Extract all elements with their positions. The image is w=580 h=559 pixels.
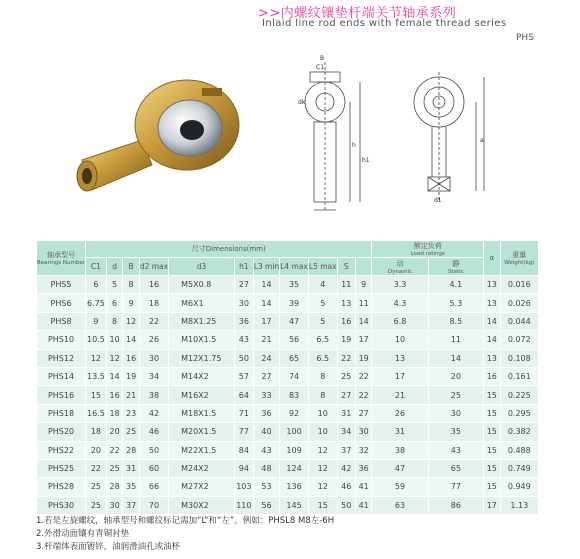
table-cell: 11 (428, 331, 483, 349)
table-cell: 36 (234, 312, 253, 330)
col-c1: C1 (86, 258, 107, 276)
table-cell: 13 (484, 276, 501, 294)
col-dimensions: 尺寸Dimensions(mm) (86, 241, 372, 258)
col-static: 静 Static (428, 258, 483, 276)
table-cell: 60 (139, 459, 168, 477)
table-cell: 5 (106, 276, 123, 294)
table-cell: 33 (253, 386, 279, 404)
label-h: h (352, 142, 356, 149)
table-cell: 36 (253, 404, 279, 422)
col-weight: 重量 Weight(kg) (500, 241, 538, 276)
table-cell: 10 (372, 331, 428, 349)
table-cell: 0.295 (500, 404, 538, 422)
table-cell: PHS18 (37, 404, 86, 422)
table-cell: 56 (280, 331, 309, 349)
table-cell: 14 (484, 312, 501, 330)
col-l3: L3 min (253, 258, 279, 276)
label-b: B (320, 55, 325, 62)
table-cell: 18 (86, 423, 107, 441)
table-cell: 37 (337, 441, 355, 459)
table-cell: 13 (372, 349, 428, 367)
table-cell: 16 (484, 367, 501, 385)
table-cell: 50 (234, 349, 253, 367)
table-cell: PHS5 (37, 276, 86, 294)
table-cell: 28 (123, 441, 140, 459)
table-cell: 13.5 (86, 367, 107, 385)
table-cell: 17 (484, 496, 501, 514)
table-cell: 48 (253, 459, 279, 477)
note-2: 2.外滑动面镶有青铜衬垫 (36, 529, 130, 539)
table-cell: 22 (337, 349, 355, 367)
table-cell: 32 (355, 441, 372, 459)
table-cell: 70 (139, 496, 168, 514)
table-cell: M24X2 (169, 459, 235, 477)
table-cell: 4.1 (428, 276, 483, 294)
table-cell: 41 (355, 478, 372, 496)
table-cell: 16 (123, 349, 140, 367)
table-cell: 12 (123, 312, 140, 330)
table-cell: 17 (355, 331, 372, 349)
table-cell: 0.488 (500, 441, 538, 459)
table-cell: 35 (123, 478, 140, 496)
table-cell: 10 (106, 331, 123, 349)
table-cell: 30 (234, 294, 253, 312)
col-b: B (123, 258, 140, 276)
table-cell: 4 (308, 276, 337, 294)
table-cell: 36 (355, 459, 372, 477)
table-cell: 12 (86, 349, 107, 367)
table-cell: 47 (372, 459, 428, 477)
table-cell: 25 (86, 496, 107, 514)
table-row (37, 386, 539, 404)
table-cell: 43 (234, 331, 253, 349)
table-cell: 84 (234, 441, 253, 459)
table-cell: 30 (106, 496, 123, 514)
page-title: >>内螺纹镶垫杆端关节轴承系列 (258, 6, 457, 21)
table-cell: 38 (139, 386, 168, 404)
table-cell: 14 (123, 331, 140, 349)
label-d1: d1 (434, 197, 442, 204)
table-cell: 8.5 (428, 312, 483, 330)
col-model: 轴承型号 Bearings Number (37, 241, 86, 276)
table-cell: 0.072 (500, 331, 538, 349)
table-cell: 66 (139, 478, 168, 496)
table-cell: 6.5 (308, 349, 337, 367)
table-cell: 0.026 (500, 294, 538, 312)
table-cell: 11 (355, 294, 372, 312)
table-cell: 42 (337, 459, 355, 477)
table-cell: 6.5 (308, 331, 337, 349)
table-cell: 5 (308, 312, 337, 330)
table-cell: 9 (86, 312, 107, 330)
col-load: 额定负荷 Load ratings (372, 241, 484, 258)
table-cell: 11 (337, 276, 355, 294)
table-cell: 59 (372, 478, 428, 496)
table-row (37, 367, 539, 385)
table-cell: 38 (372, 441, 428, 459)
col-s: S (337, 258, 355, 276)
table-cell: 74 (280, 367, 309, 385)
table-cell: 20 (106, 423, 123, 441)
table-cell: 0.382 (500, 423, 538, 441)
table-cell: 34 (337, 423, 355, 441)
table-cell: 1.13 (500, 496, 538, 514)
table-cell: 47 (280, 312, 309, 330)
table-cell: 3.3 (372, 276, 428, 294)
table-cell: 16.5 (86, 404, 107, 422)
table-cell: 8 (308, 367, 337, 385)
table-cell: 83 (280, 386, 309, 404)
table-cell: 57 (234, 367, 253, 385)
table-cell: 41 (355, 496, 372, 514)
table-cell: 14 (106, 367, 123, 385)
table-cell: 21 (123, 386, 140, 404)
table-cell: 12 (308, 441, 337, 459)
table-cell: 6.75 (86, 294, 107, 312)
col-extra (355, 258, 372, 276)
table-cell: 24 (253, 349, 279, 367)
table-cell: 15 (484, 386, 501, 404)
table-cell: 4.3 (372, 294, 428, 312)
col-h1: h1 (234, 258, 253, 276)
table-cell: M30X2 (169, 496, 235, 514)
table-cell: M18X1.5 (169, 404, 235, 422)
label-dk: dk (298, 99, 306, 106)
table-cell: 23 (123, 404, 140, 422)
table-cell: PHS16 (37, 386, 86, 404)
table-cell: PHS12 (37, 349, 86, 367)
table-cell: 65 (280, 349, 309, 367)
table-row (37, 441, 539, 459)
table-cell: 0.949 (500, 478, 538, 496)
table-cell: M22X1.5 (169, 441, 235, 459)
table-cell: 19 (337, 331, 355, 349)
header-row-2 (37, 258, 539, 276)
header-row-1 (37, 241, 539, 258)
table-cell: 43 (428, 441, 483, 459)
page-subtitle: Inlaid line rod ends with female thread series (262, 18, 507, 29)
col-d: d (106, 258, 123, 276)
col-l5: L5 max (308, 258, 337, 276)
table-cell: 13 (484, 294, 501, 312)
table-cell: 22 (355, 367, 372, 385)
table-cell: 103 (234, 478, 253, 496)
col-l4: L4 max (280, 258, 309, 276)
table-cell: 50 (139, 441, 168, 459)
table-cell: 56 (253, 496, 279, 514)
table-row (37, 331, 539, 349)
table-row (37, 404, 539, 422)
table-cell: 110 (234, 496, 253, 514)
table-cell: 77 (428, 478, 483, 496)
table-cell: 25 (337, 367, 355, 385)
table-cell: PHS20 (37, 423, 86, 441)
table-cell: M8X1.25 (169, 312, 235, 330)
table-cell: 12 (308, 459, 337, 477)
table-cell: 63 (372, 496, 428, 514)
table-cell: PHS30 (37, 496, 86, 514)
table-cell: M14X2 (169, 367, 235, 385)
table-cell: 12 (308, 478, 337, 496)
table-cell: 15 (484, 404, 501, 422)
table-row (37, 349, 539, 367)
table-cell: 14 (253, 276, 279, 294)
table-cell: 17 (253, 312, 279, 330)
table-cell: 27 (355, 404, 372, 422)
table-cell: 18 (139, 294, 168, 312)
table-cell: 21 (253, 331, 279, 349)
table-cell: 25 (428, 386, 483, 404)
table-cell: M12X1.75 (169, 349, 235, 367)
table-cell: 16 (337, 312, 355, 330)
label-a: a (480, 137, 484, 144)
table-cell: PHS25 (37, 459, 86, 477)
table-cell: M27X2 (169, 478, 235, 496)
table-cell: 16 (106, 386, 123, 404)
table-cell: M16X2 (169, 386, 235, 404)
table-cell: 8 (106, 312, 123, 330)
table-row (37, 423, 539, 441)
table-row (37, 312, 539, 330)
table-cell: 16 (139, 276, 168, 294)
table-cell: 65 (428, 459, 483, 477)
table-cell: 86 (428, 496, 483, 514)
table-cell: 37 (123, 496, 140, 514)
table-cell: 14 (484, 331, 501, 349)
table-cell: 8 (308, 386, 337, 404)
col-alpha: α (484, 241, 501, 276)
table-cell: 43 (253, 441, 279, 459)
table-cell: PHS22 (37, 441, 86, 459)
table-cell: 15 (484, 459, 501, 477)
table-row (37, 459, 539, 477)
table-cell: 124 (280, 459, 309, 477)
table-cell: PHS28 (37, 478, 86, 496)
col-d2: d2 max (139, 258, 168, 276)
table-cell: 50 (337, 496, 355, 514)
table-cell: 46 (337, 478, 355, 496)
table-cell: 8 (123, 276, 140, 294)
table-cell: 6 (106, 294, 123, 312)
table-cell: 15 (484, 478, 501, 496)
table-cell: 19 (123, 367, 140, 385)
table-cell: 12 (106, 349, 123, 367)
series-code: PHS (516, 33, 534, 43)
table-cell: 77 (234, 423, 253, 441)
col-d3: d3 (169, 258, 235, 276)
table-cell: 35 (280, 276, 309, 294)
table-cell: 15 (308, 496, 337, 514)
side-view-drawing (290, 52, 370, 217)
table-cell: 100 (280, 423, 309, 441)
table-cell: 25 (106, 459, 123, 477)
label-c1: C1 (316, 64, 325, 71)
table-cell: 30 (139, 349, 168, 367)
table-cell: 31 (372, 423, 428, 441)
table-cell: 13 (337, 294, 355, 312)
table-cell: 136 (280, 478, 309, 496)
table-cell: 39 (280, 294, 309, 312)
table-cell: 22 (355, 386, 372, 404)
table-cell: 64 (234, 386, 253, 404)
table-cell: 17 (372, 367, 428, 385)
table-cell: 14 (253, 294, 279, 312)
table-cell: 46 (139, 423, 168, 441)
table-cell: 6.8 (372, 312, 428, 330)
table-cell: 0.108 (500, 349, 538, 367)
table-row (37, 496, 539, 514)
table-row (37, 294, 539, 312)
table-cell: 10.5 (86, 331, 107, 349)
table-body (37, 276, 539, 515)
table-cell: 53 (253, 478, 279, 496)
table-cell: M5X0.8 (169, 276, 235, 294)
notes (36, 515, 334, 554)
table-cell: 31 (123, 459, 140, 477)
table-cell: PHS8 (37, 312, 86, 330)
table-cell: 42 (139, 404, 168, 422)
table-cell: 15 (86, 386, 107, 404)
table-cell: 22 (106, 441, 123, 459)
table-cell: 31 (337, 404, 355, 422)
table-cell: 0.016 (500, 276, 538, 294)
table-cell: 21 (372, 386, 428, 404)
rod-end-photo (62, 70, 252, 210)
table-cell: 5.3 (428, 294, 483, 312)
table-cell: 34 (139, 367, 168, 385)
table-cell: 26 (139, 331, 168, 349)
table-cell: 35 (428, 423, 483, 441)
front-view-drawing (404, 72, 494, 212)
table-cell: M10X1.5 (169, 331, 235, 349)
table-cell: M6X1 (169, 294, 235, 312)
table-row (37, 276, 539, 294)
table-cell: 30 (355, 423, 372, 441)
table-cell: 26 (372, 404, 428, 422)
note-1: 1.若是左旋螺纹，轴承型号和螺纹标记需加“L”和“左”。例如：PHSL8 M8左-6H (36, 516, 335, 526)
table-cell: PHS14 (37, 367, 86, 385)
table-cell: 40 (253, 423, 279, 441)
table-cell: 15 (484, 423, 501, 441)
table-cell: PHS6 (37, 294, 86, 312)
table-cell: 0.044 (500, 312, 538, 330)
table-cell: 15 (484, 441, 501, 459)
table-cell: 14 (428, 349, 483, 367)
table-cell: 0.749 (500, 459, 538, 477)
table-cell: 20 (428, 367, 483, 385)
table-cell: 18 (106, 404, 123, 422)
table-cell: 13 (484, 349, 501, 367)
table-cell: 19 (355, 349, 372, 367)
spec-table (36, 240, 539, 515)
table-cell: 14 (355, 312, 372, 330)
table-cell: 92 (280, 404, 309, 422)
table-cell: 27 (337, 386, 355, 404)
table-cell: 27 (253, 367, 279, 385)
table-cell: 71 (234, 404, 253, 422)
table-cell: 10 (308, 404, 337, 422)
note-3: 3.杆端体表面镀锌，油润滑油孔或油杯 (36, 542, 181, 552)
table-cell: 25 (123, 423, 140, 441)
table-cell: 0.225 (500, 386, 538, 404)
table-cell: 28 (106, 478, 123, 496)
table-cell: 30 (428, 404, 483, 422)
table-cell: 10 (308, 423, 337, 441)
col-dynamic: 动 Dynamic (372, 258, 428, 276)
table-cell: 9 (123, 294, 140, 312)
table-cell: PHS10 (37, 331, 86, 349)
table-row (37, 478, 539, 496)
label-h1: h1 (362, 157, 370, 164)
table-cell: 20 (86, 441, 107, 459)
table-cell: 0.161 (500, 367, 538, 385)
table-cell: 5 (308, 294, 337, 312)
table-cell: 145 (280, 496, 309, 514)
table-cell: M20X1.5 (169, 423, 235, 441)
table-cell: 25 (86, 478, 107, 496)
table-cell: 109 (280, 441, 309, 459)
table-cell: 9 (355, 276, 372, 294)
table-cell: 94 (234, 459, 253, 477)
table-cell: 22 (139, 312, 168, 330)
table-cell: 22 (86, 459, 107, 477)
table-cell: 27 (234, 276, 253, 294)
table-cell: 6 (86, 276, 107, 294)
